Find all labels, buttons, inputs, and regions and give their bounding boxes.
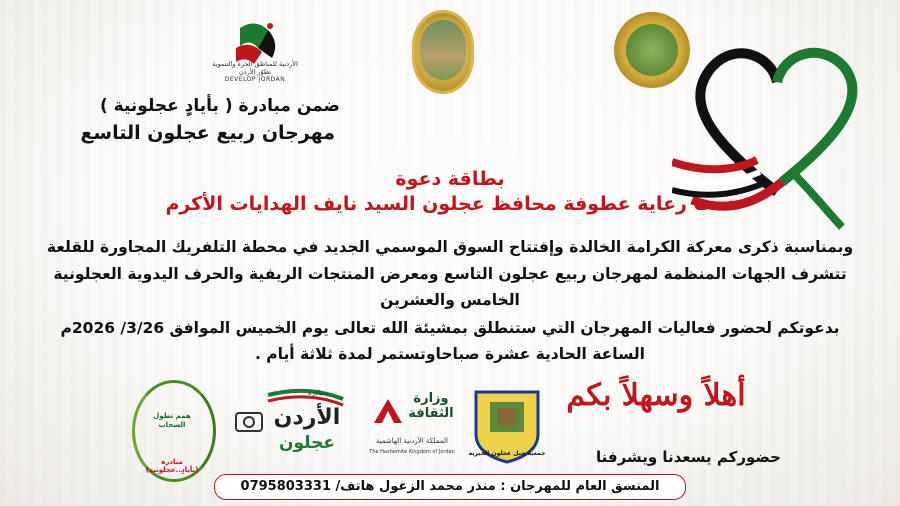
- charity-badge-logo: [466, 384, 548, 466]
- culture-sub: المملكة الأردنية الهاشمية: [375, 437, 449, 445]
- festival-seal-image: [420, 20, 466, 80]
- welcome-subtitle: حضوركم يسعدنا ويشرفنا: [596, 448, 781, 466]
- jordan-logo-small: مبادرة: [308, 389, 327, 397]
- body-line-3: الخامس والعشرين: [380, 291, 520, 309]
- ajloun-seal-image: [626, 24, 678, 76]
- card-title: بطاقة دعوة: [395, 168, 505, 190]
- patronage-line: تحت رعاية عطوفة محافظ عجلون السيد نايف الهدايات الأكرم: [165, 193, 735, 215]
- develop-jordan-caption: الأردنية للمناطق الحرة والتنموية تطوّر الأردن DEVELOP JORDAN: [212, 60, 298, 83]
- body-line-5: الساعة الحادية عشرة صباحاوتستمر لمدة ثلاثة أيام .: [255, 345, 645, 363]
- welcome-calligraphy: أهلاً وسهلاً بكم: [566, 378, 746, 413]
- jordan-ajloun-logo: [228, 385, 348, 465]
- body-line-2: تتشرف الجهات المنظمة لمهرجان ربيع عجلون التاسع ومعرض المنتجات الريفية والحرف اليدوية العجلونية: [53, 265, 847, 283]
- develop-jordan-logo-icon: [210, 18, 300, 96]
- badge-text: جمعية جبل عجلون الخيرية: [468, 450, 546, 457]
- olive-logo-sub: مبادرة (بأيادٍ..عجلونية): [145, 458, 199, 474]
- olive-logo-text: همم تطول السحاب: [153, 412, 191, 429]
- culture-emblem-icon: [368, 393, 408, 433]
- culture-title: وزارة الثقافة: [408, 391, 454, 421]
- ministry-culture-logo: [360, 385, 460, 467]
- coordinator-footer: المنسق العام للمهرجان : منذر محمد الزغول هاتف/ 0795803331: [214, 474, 686, 500]
- jordan-logo-sub: عجلون: [279, 433, 335, 453]
- initiative-line: ضمن مبادرة ( بأيادٍ عجلونية ): [99, 96, 340, 116]
- body-line-4: بدعوتكم لحضور فعاليات المهرجان التي ستنطلق بمشيئة الله تعالى يوم الخميس الموافق 3/26/ 2026م: [60, 319, 840, 337]
- jordan-logo-title: الأردن: [273, 405, 341, 430]
- culture-en: The Hashemite Kingdom of Jordan: [369, 449, 455, 455]
- body-line-1: وبمناسبة ذكرى معركة الكرامة الخالدة وإفتتاح السوق الموسمي الجديد في محطة التلفريك المجاورة للقلعة: [46, 238, 854, 256]
- festival-name: مهرجان ربيع عجلون التاسع: [80, 122, 335, 144]
